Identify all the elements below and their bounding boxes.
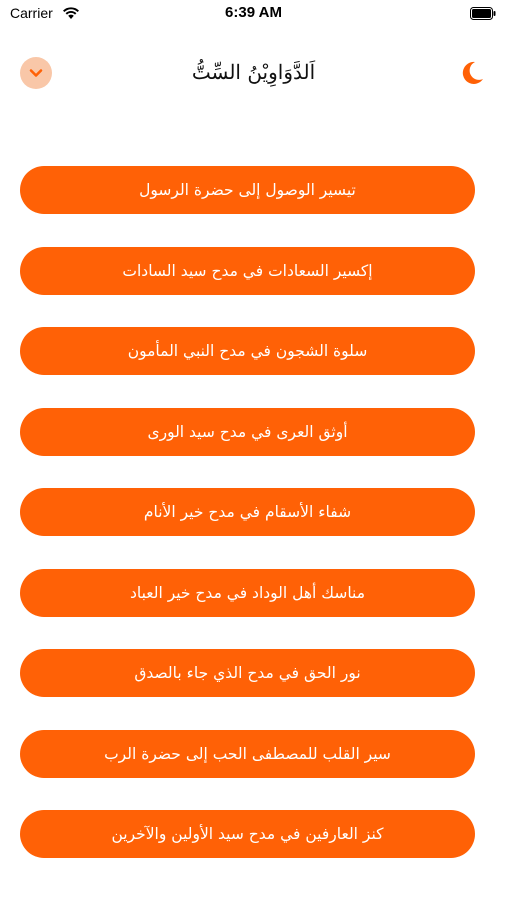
book-list — [20, 166, 475, 891]
moon-icon[interactable] — [458, 59, 486, 87]
book-button-2[interactable]: إكسير السعادات في مدح سيد السادات — [20, 247, 475, 295]
book-button-5[interactable]: شفاء الأسقام في مدح خير الأنام — [20, 488, 475, 536]
book-button-9[interactable]: كنز العارفين في مدح سيد الأولين والآخرين — [20, 810, 475, 858]
status-time: 6:39 AM — [225, 4, 282, 21]
page-title: اَلدَّوَاوِيْنُ السِّتُّ — [191, 60, 316, 84]
battery-icon — [470, 7, 496, 20]
book-button-4[interactable]: أوثق العرى في مدح سيد الورى — [20, 408, 475, 456]
book-button-8[interactable]: سير القلب للمصطفى الحب إلى حضرة الرب — [20, 730, 475, 778]
status-bar — [0, 0, 507, 30]
book-button-7[interactable]: نور الحق في مدح الذي جاء بالصدق — [20, 649, 475, 697]
nav-bar — [0, 48, 507, 98]
book-button-1[interactable]: تيسير الوصول إلى حضرة الرسول — [20, 166, 475, 214]
book-button-6[interactable]: مناسك أهل الوداد في مدح خير العباد — [20, 569, 475, 617]
book-button-3[interactable]: سلوة الشجون في مدح النبي المأمون — [20, 327, 475, 375]
carrier-label: Carrier — [10, 5, 53, 21]
